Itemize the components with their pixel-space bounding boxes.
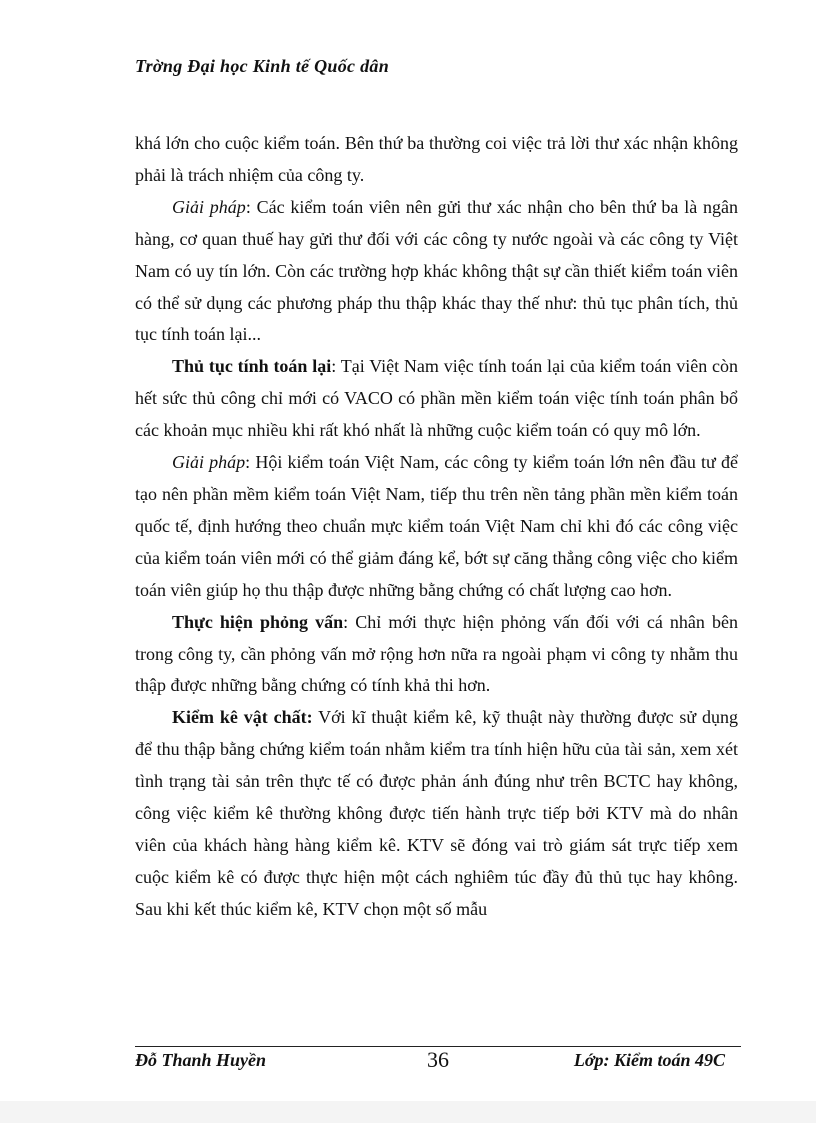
paragraph-1: khá lớn cho cuộc kiểm toán. Bên thứ ba thường coi việc trả lời thư xác nhận không phải là trách nhiệm của công ty. <box>135 133 738 185</box>
page-number: 36 <box>427 1050 449 1072</box>
paragraph-text: : Tại Việt Nam việc tính toán lại của kiểm toán viên còn hết sức thủ công chỉ mới có VACO có phần mền kiểm toán việc tính toán phân bổ các khoản mục nhiều khi rất khó nhất là những cuộc kiểm toán có quy mô lớn. <box>135 356 738 441</box>
paragraph-3 <box>135 351 738 447</box>
body-text <box>135 128 738 926</box>
page-bottom-edge <box>0 1101 816 1123</box>
paragraph-6 <box>135 702 738 925</box>
footer-author: Đỗ Thanh Huyền <box>135 1050 267 1070</box>
section-lead-recalculation: Thủ tục tính toán lại <box>172 356 332 377</box>
paragraph-text: : Các kiểm toán viên nên gửi thư xác nhận cho bên thứ ba là ngân hàng, cơ quan thuế hay gửi thư đối với các công ty nước ngoài và các công ty Việt Nam có uy tín lớn. Còn các trường hợp khác không thật sự cần thiết kiểm toán viên có thể sử dụng các phương pháp thu thập khác thay thế như: thủ tục phân tích, thủ tục tính toán lại... <box>135 196 738 345</box>
footer-class: Lớp: Kiểm toán 49C <box>573 1050 725 1070</box>
paragraph-text: : Chỉ mới thực hiện phỏng vấn đối với cá nhân bên trong công ty, cần phỏng vấn mở rộng hơn nữa ra ngoài phạm vi công ty nhằm thu thập được những bằng chứng có tính khả thi hơn. <box>135 611 738 696</box>
paragraph-2 <box>135 192 738 352</box>
section-lead-inventory: Kiểm kê vật chất: <box>172 707 313 728</box>
paragraph-text: : Hội kiểm toán Việt Nam, các công ty kiểm toán lớn nên đầu tư để tạo nên phần mềm kiểm toán Việt Nam, tiếp thu trên nền tảng phần mền kiểm toán quốc tế, định hướng theo chuẩn mực kiểm toán Việt Nam chỉ khi đó các công việc của kiểm toán viên mới có thể giảm đáng kể, bớt sự căng thẳng công việc cho kiểm toán viên giúp họ thu thập được những bằng chứng có chất lượng cao hơn. <box>135 452 738 600</box>
page-footer <box>135 1050 741 1074</box>
section-lead-interview: Thực hiện phỏng vấn <box>172 611 344 632</box>
solution-label: Giải pháp <box>172 196 246 217</box>
page-header: Trờng Đại học Kinh tế Quốc dân <box>135 56 390 76</box>
footer-divider <box>135 1046 741 1047</box>
solution-label: Giải pháp <box>172 452 246 473</box>
paragraph-5 <box>135 607 738 703</box>
paragraph-text: Với kĩ thuật kiểm kê, kỹ thuật này thường được sử dụng để thu thập bằng chứng kiểm toán nhằm kiểm tra tính hiện hữu của tài sản, xem xét tình trạng tài sản trên thực tế có được phản ánh đúng như trên BCTC hay không, công việc kiểm kê thường không được tiến hành trực tiếp bởi KTV mà do nhân viên của khách hàng hàng kiểm kê. KTV sẽ đóng vai trò giám sát trực tiếp xem cuộc kiểm kê có được thực hiện một cách nghiêm túc đầy đủ thủ tục hay không. Sau khi kết thúc kiểm kê, KTV chọn một số mẫu <box>135 707 739 919</box>
paragraph-4 <box>135 447 738 607</box>
